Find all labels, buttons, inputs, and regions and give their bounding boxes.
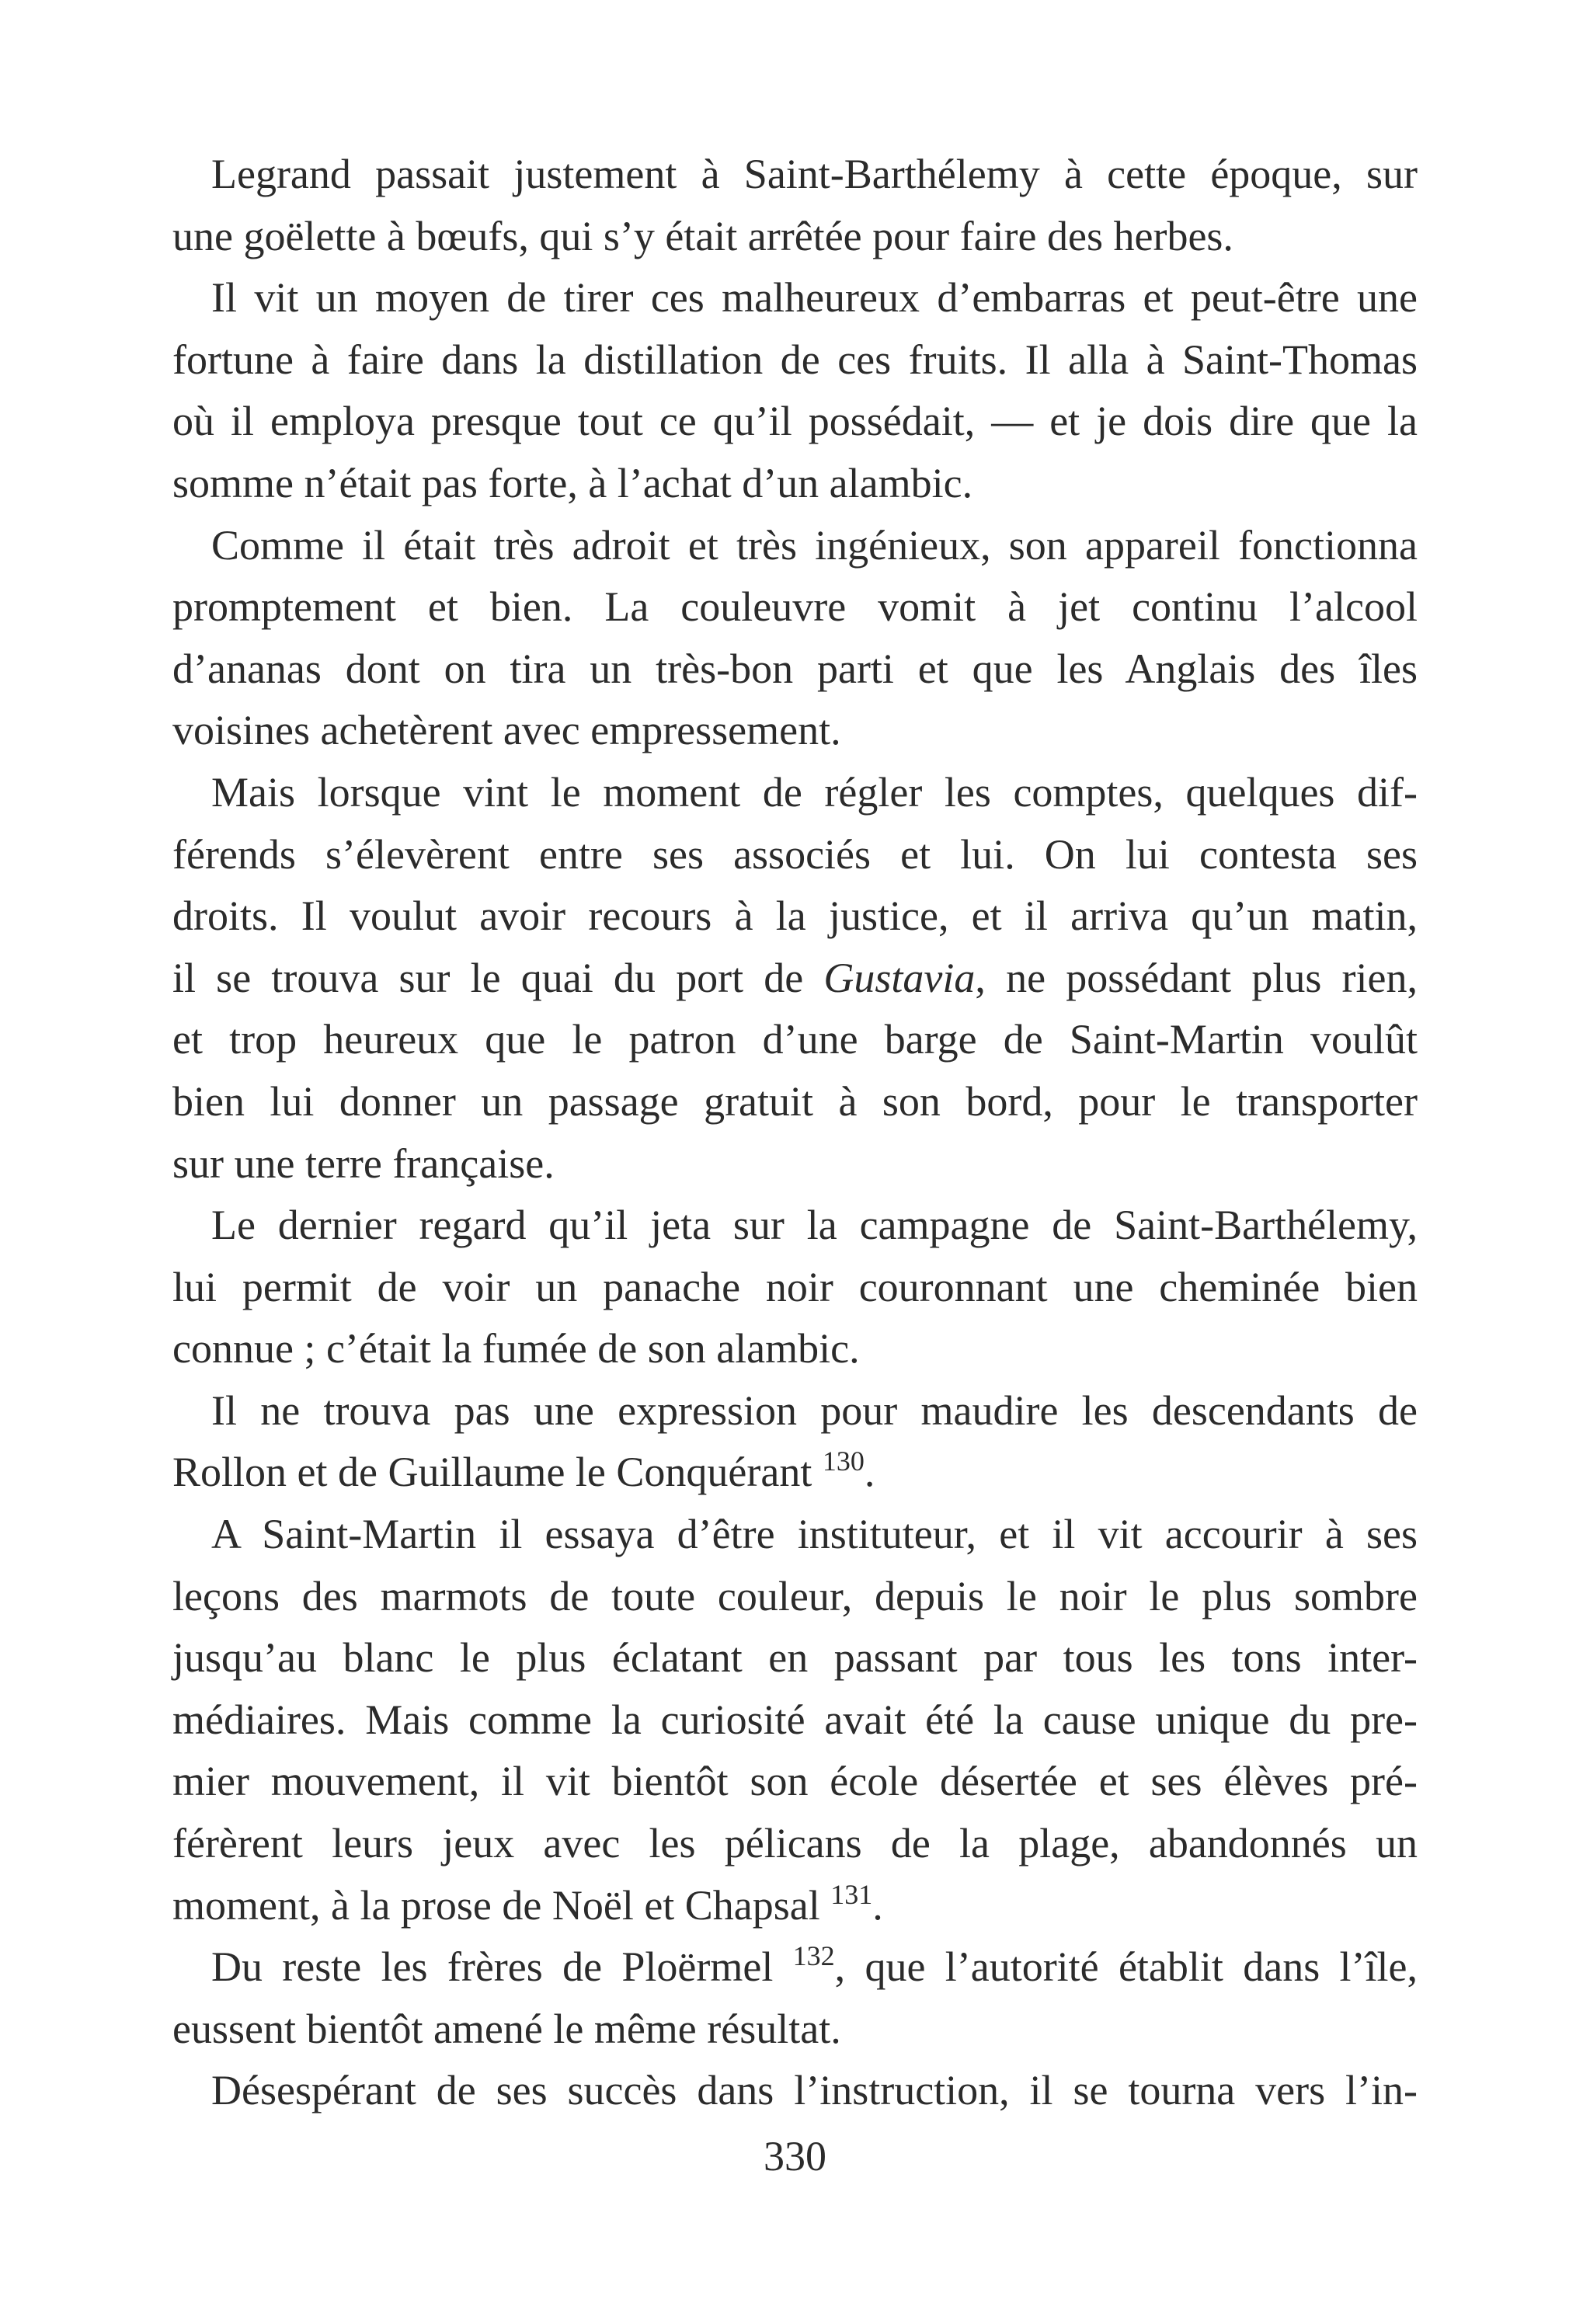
text-line: médiaires. Mais comme la curiosité avait été la cause unique du pre- [172,1696,1418,1743]
text-fragment: , que l’autorité établit dans l’île, [834,1943,1418,1991]
text-line: Comme il était très adroit et très ingénieux, son appareil fonctionna [211,521,1418,569]
body-text [172,144,1418,2122]
text-fragment: . [864,1449,875,1496]
text-fragment: Du reste les frères de Ploërmel [211,1943,793,1991]
text-line: où il employa presque tout ce qu’il possédait, — et je dois dire que la [172,398,1418,445]
page-number: 330 [764,2133,826,2180]
text-line: lui permit de voir un panache noir couronnant une cheminée bien [172,1263,1418,1310]
text-line: mier mouvement, il vit bientôt son école désertée et ses élèves pré- [172,1758,1418,1805]
text-line: Le dernier regard qu’il jeta sur la campagne de Saint-Barthélemy, [211,1202,1418,1249]
text-line: férends s’élevèrent entre ses associés et lui. On lui contesta ses [172,830,1418,878]
text-line: bien lui donner un passage gratuit à son bord, pour le transporter [172,1077,1418,1125]
text-line: sur une terre française. [172,1139,555,1187]
text-line [172,1875,1418,1937]
text-line: promptement et bien. La couleuvre vomit à jet continu l’alcool [172,583,1418,631]
text-line [172,1442,1418,1504]
text-line: Il ne trouva pas une expression pour maudire les descendants de [211,1386,1418,1434]
text-line: Legrand passait justement à Saint-Barthélemy à cette époque, sur [211,151,1418,197]
text-line: connue ; c’était la fumée de son alambic. [172,1325,860,1372]
footnote-ref[interactable]: 132 [792,1940,835,1972]
footnote-ref[interactable]: 131 [830,1878,873,1910]
text-line: une goëlette à bœufs, qui s’y était arrêtée pour faire des herbes. [172,212,1233,259]
text-line: fortune à faire dans la distillation de ces fruits. Il alla à Saint-Thomas [172,336,1418,383]
italic-place-name: Gustavia [823,954,976,1001]
text-line: d’ananas dont on tira un très-bon parti et que les Anglais des îles [172,645,1418,692]
text-line: somme n’était pas forte, à l’achat d’un alambic. [172,459,973,506]
text-line: voisines achetèrent avec empressement. [172,707,841,754]
text-line [172,1936,1418,1999]
text-line: jusqu’au blanc le plus éclatant en passant par tous les tons inter- [172,1634,1418,1682]
text-line: Mais lorsque vint le moment de régler les comptes, quelques dif- [211,768,1418,816]
text-line: droits. Il voulut avoir recours à la justice, et il arriva qu’un matin, [172,892,1418,940]
text-line: Il vit un moyen de tirer ces malheureux d’embarras et peut-être une [211,274,1418,322]
text-fragment: . [872,1881,883,1929]
text-fragment: Rollon et de Guillaume le Conquérant [172,1449,823,1496]
footnote-ref[interactable]: 130 [822,1446,865,1477]
text-fragment: il se trouva sur le quai du port de [172,954,824,1001]
text-line: eussent bientôt amené le même résultat. [172,2005,841,2052]
text-fragment: , ne possédant plus rien, [975,954,1418,1001]
text-line: Désespérant de ses succès dans l’instruction, il se tourna vers l’in- [211,2067,1418,2114]
text-line: leçons des marmots de toute couleur, depuis le noir le plus sombre [172,1572,1418,1619]
text-fragment: moment, à la prose de Noël et Chapsal [172,1881,831,1929]
text-line [172,948,1418,1010]
text-line: férèrent leurs jeux avec les pélicans de la plage, abandonnés un [172,1820,1418,1867]
text-line: A Saint-Martin il essaya d’être instituteur, et il vit accourir à ses [211,1511,1418,1558]
text-line: et trop heureux que le patron d’une barge de Saint-Martin voulût [172,1016,1418,1063]
